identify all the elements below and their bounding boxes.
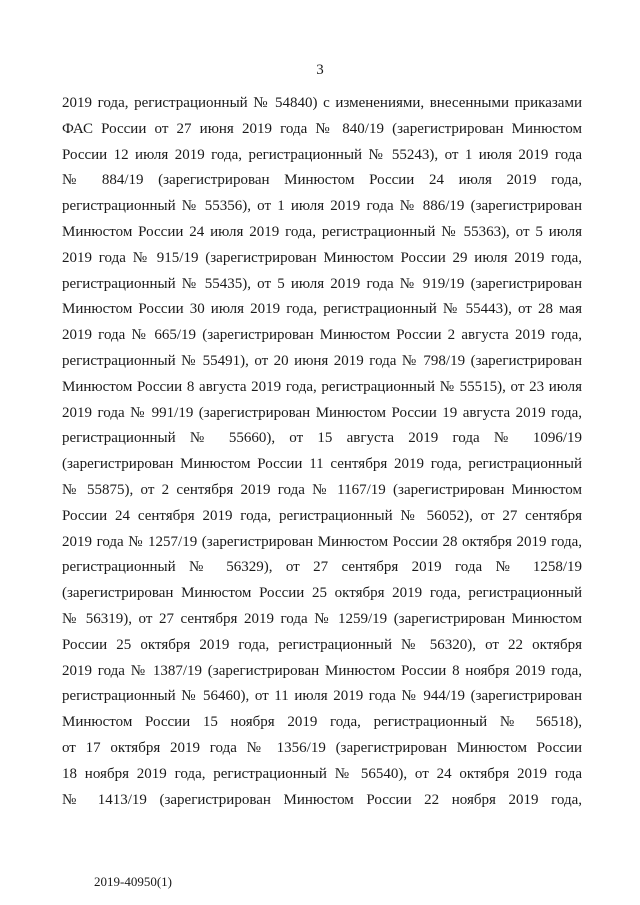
text-line: России 25 октября 2019 года, регистрационный № 56320), от 22 октября <box>62 636 582 653</box>
text-line: регистрационный № 56460), от 11 июля 2019 года № 944/19 (зарегистрирован <box>62 688 582 705</box>
text-line: 2019 года № 915/19 (зарегистрирован Минюстом России 29 июля 2019 года, <box>62 249 582 266</box>
document-code: 2019-40950(1) <box>94 874 172 889</box>
text-line: 2019 года № 1387/19 (зарегистрирован Минюстом России 8 ноября 2019 года, <box>62 662 582 679</box>
page-number: 3 <box>316 62 324 78</box>
text-line: Минюстом России 24 июля 2019 года, регистрационный № 55363), от 5 июля <box>62 223 582 240</box>
document-body <box>62 91 582 813</box>
text-line: 2019 года № 991/19 (зарегистрирован Минюстом России 19 августа 2019 года, <box>62 404 582 421</box>
text-line: № 56319), от 27 сентября 2019 года № 1259/19 (зарегистрирован Минюстом <box>62 610 582 627</box>
text-line: регистрационный № 56329), от 27 сентября 2019 года № 1258/19 <box>62 559 582 576</box>
text-line: № 884/19 (зарегистрирован Минюстом России 24 июля 2019 года, <box>62 172 582 189</box>
text-line: Минюстом России 15 ноября 2019 года, регистрационный № 56518), <box>62 714 582 731</box>
text-line: Минюстом России 30 июля 2019 года, регистрационный № 55443), от 28 мая <box>62 301 582 318</box>
text-line: России 12 июля 2019 года, регистрационный № 55243), от 1 июля 2019 года <box>62 146 582 163</box>
text-line: 2019 года № 1257/19 (зарегистрирован Минюстом России 28 октября 2019 года, <box>62 533 582 550</box>
text-line: (зарегистрирован Минюстом России 25 октября 2019 года, регистрационный <box>62 585 582 602</box>
text-line: 2019 года, регистрационный № 54840) с изменениями, внесенными приказами <box>62 95 582 111</box>
text-line: регистрационный № 55435), от 5 июля 2019 года № 919/19 (зарегистрирован <box>62 275 582 292</box>
text-line: России 24 сентября 2019 года, регистрационный № 56052), от 27 сентября <box>62 507 582 524</box>
text-line: Минюстом России 8 августа 2019 года, регистрационный № 55515), от 23 июля <box>62 378 582 395</box>
text-line: № 1413/19 (зарегистрирован Минюстом России 22 ноября 2019 года, <box>62 791 582 808</box>
text-line: регистрационный № 55356), от 1 июля 2019 года № 886/19 (зарегистрирован <box>62 198 582 215</box>
text-line: 2019 года № 665/19 (зарегистрирован Минюстом России 2 августа 2019 года, <box>62 327 582 344</box>
text-line: регистрационный № 55660), от 15 августа 2019 года № 1096/19 <box>62 430 582 447</box>
text-line: № 55875), от 2 сентября 2019 года № 1167/19 (зарегистрирован Минюстом <box>62 481 582 498</box>
text-line: регистрационный № 55491), от 20 июня 2019 года № 798/19 (зарегистрирован <box>62 352 582 369</box>
text-line: (зарегистрирован Минюстом России 11 сентября 2019 года, регистрационный <box>62 456 582 473</box>
text-line: 18 ноября 2019 года, регистрационный № 56540), от 24 октября 2019 года <box>62 765 582 782</box>
text-line: ФАС России от 27 июня 2019 года № 840/19 (зарегистрирован Минюстом <box>62 120 582 137</box>
text-line: от 17 октября 2019 года № 1356/19 (зарегистрирован Минюстом России <box>62 739 582 756</box>
